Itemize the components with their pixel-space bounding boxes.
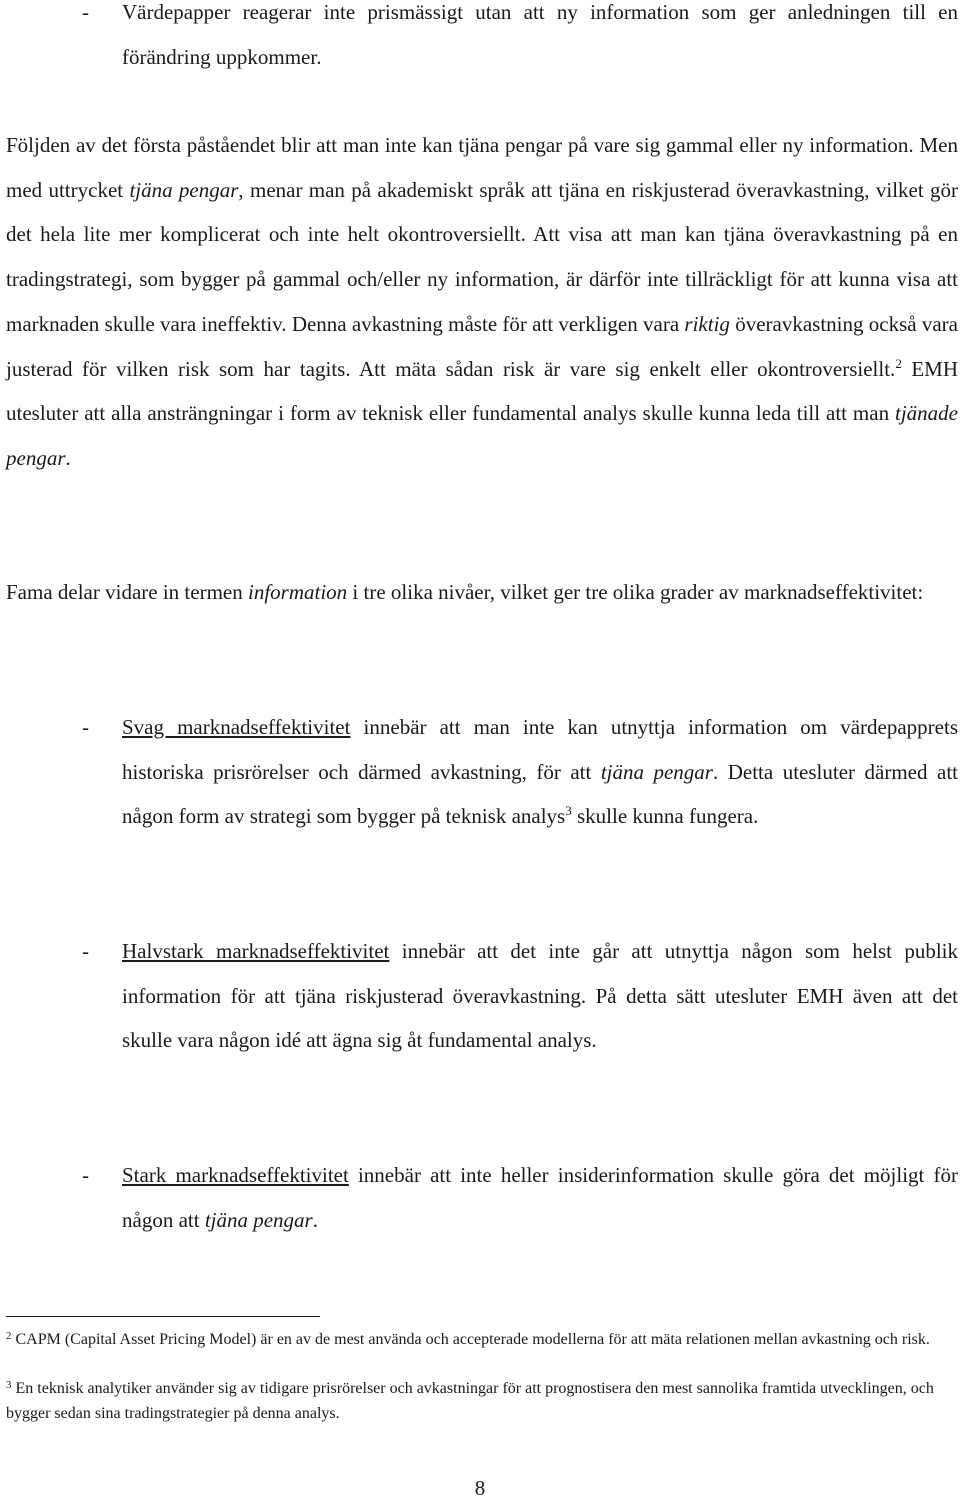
term-weak-efficiency: Svag marknadseffektivitet — [122, 715, 351, 739]
list-text: . Detta utesluter därmed att någon form av strategi som bygger på teknisk analys — [122, 759, 958, 829]
list-item-text — [122, 705, 958, 839]
footnote-divider — [6, 1316, 320, 1317]
list-item-text — [122, 1153, 958, 1242]
footnote-3 — [6, 1377, 956, 1426]
emphasis-text: tjänade pengar — [6, 401, 958, 470]
list-text: . — [312, 1207, 318, 1232]
emphasis-text: riktig — [684, 311, 730, 336]
paragraph-text: EMH utesluter att alla ansträngningar i form av teknisk eller fundamental analys skulle kunna leda till att man — [6, 356, 958, 426]
list-text: innebär att man inte kan utnyttja information om värdepapprets historiska prisrörelser och därmed avkastning, för att — [122, 715, 958, 784]
footnote-number: 3 — [6, 1379, 12, 1391]
footnote-text: En teknisk analytiker använder sig av tidigare prisrörelser och avkastningar för att prognostisera den mest sannolika framtida utvecklingen, och bygger sedan sina tradingstrategier på denna analys. — [6, 1380, 934, 1422]
paragraph-text: . — [65, 445, 71, 470]
footnote-ref-2[interactable]: 2 — [895, 355, 902, 371]
list-dash: - — [82, 1163, 89, 1187]
footnote-2 — [6, 1328, 956, 1353]
paragraph-1 — [6, 123, 958, 481]
list-dash: - — [82, 939, 89, 963]
paragraph-2 — [6, 570, 958, 615]
list-text: innebär att det inte går att utnyttja någon som helst publik information för att tjäna riskjusterad överavkastning. På detta sätt utesluter EMH även att det skulle vara någon idé att ägna sig åt fundamental analys. — [122, 939, 958, 1053]
term-strong-efficiency: Stark marknadseffektivitet — [122, 1163, 349, 1187]
paragraph-text: Fama delar vidare in termen — [6, 580, 248, 604]
paragraph-text: , menar man på akademiskt språk att tjäna en riskjusterad överavkastning, vilket gör det hela lite mer komplicerat och inte helt okontroversiellt. Att visa att man kan tjäna överavkastning på en tradingstrategi, som bygger på gammal och/eller ny information, är därför inte tillräckligt för att kunna visa att marknaden skulle vara ineffektiv. Denna avkastning måste för att verkligen vara — [6, 177, 959, 336]
list-dash: - — [82, 0, 89, 24]
paragraph-text: överavkastning också vara justerad för vilken risk som har tagits. Att mäta sådan risk är vare sig enkelt eller okontroversiellt. — [6, 311, 958, 381]
paragraph-text: Följden av det första påståendet blir att man inte kan tjäna pengar på vare sig gammal eller ny information. Men med uttrycket — [6, 133, 958, 202]
footnote-number: 2 — [6, 1330, 12, 1342]
list-text: skulle kunna fungera. — [571, 804, 759, 829]
emphasis-text: information — [247, 580, 348, 604]
footnote-text: CAPM (Capital Asset Pricing Model) är en av de mest använda och accepterade modellerna för att mäta relationen mellan avkastning och risk. — [11, 1331, 930, 1348]
list-text: innebär att inte heller insiderinformation skulle göra det möjligt för någon att — [122, 1163, 958, 1232]
page-number: 8 — [474, 1476, 486, 1500]
list-item-text — [122, 929, 958, 1063]
paragraph-text: i tre olika nivåer, vilket ger tre olika grader av marknadseffektivitet: — [347, 580, 924, 604]
emphasis-text: tjäna pengar — [204, 1207, 313, 1232]
term-semi-strong-efficiency: Halvstark marknadseffektivitet — [122, 939, 390, 963]
emphasis-text: tjäna pengar — [129, 177, 239, 202]
list-dash: - — [82, 715, 89, 739]
emphasis-text: tjäna pengar — [600, 759, 713, 784]
list-item-text: Värdepapper reagerar inte prismässigt utan att ny information som ger anledningen till en förändring uppkommer. — [122, 0, 958, 69]
footnote-ref-3[interactable]: 3 — [565, 803, 572, 819]
